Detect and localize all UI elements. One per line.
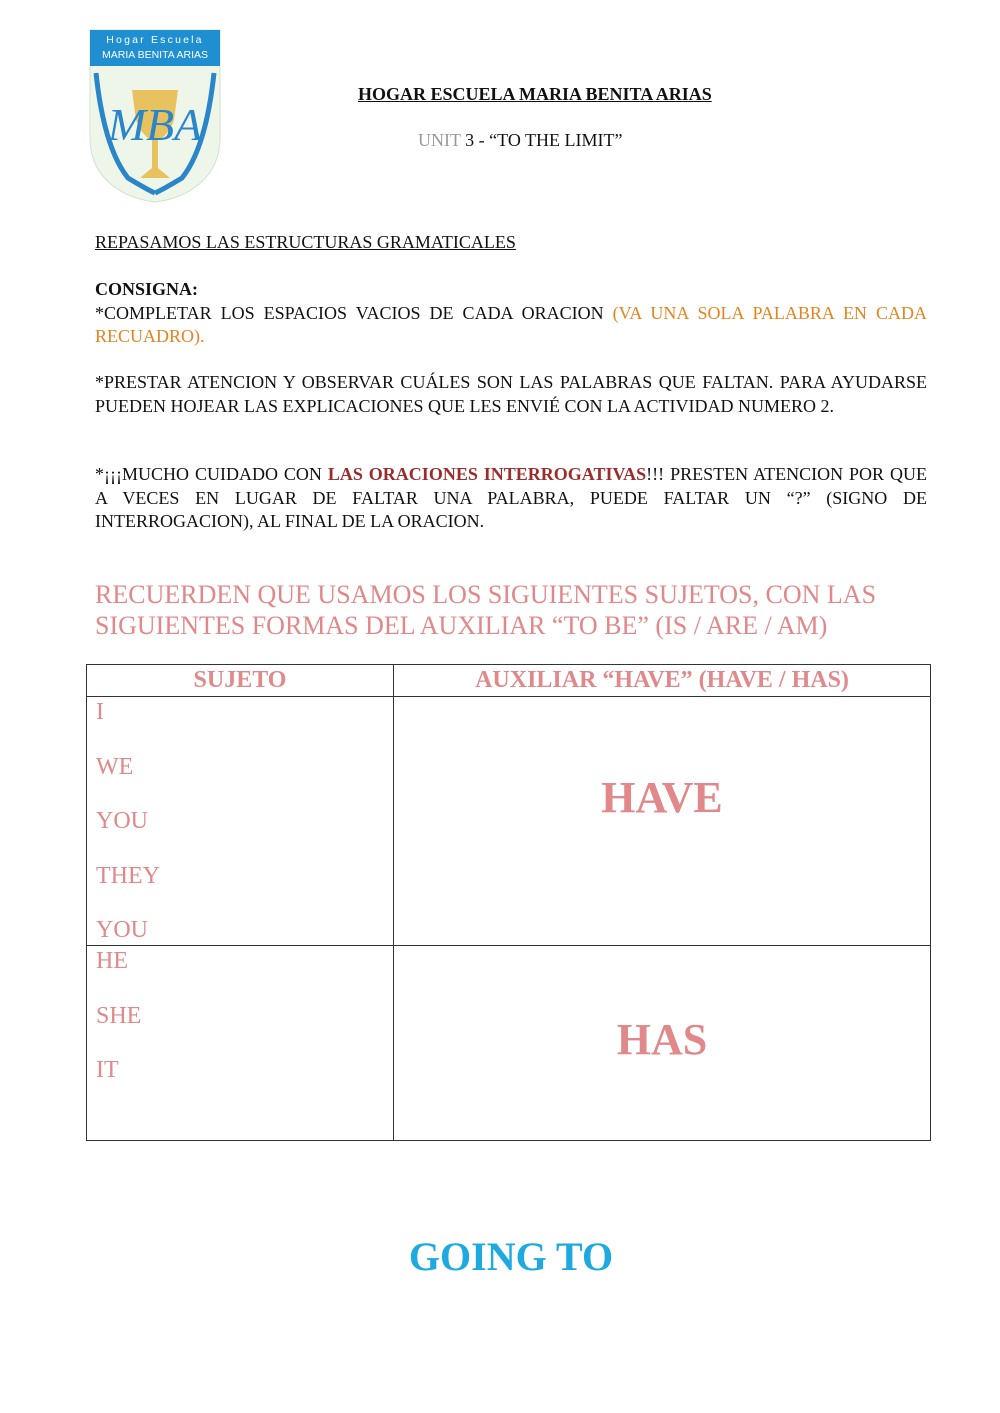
- instruction-item-3: [95, 463, 927, 534]
- unit-title: 3 - “TO THE LIMIT”: [460, 130, 623, 150]
- table-header-row: [87, 665, 931, 697]
- auxiliary-form: HAS: [616, 1014, 708, 1064]
- unit-line: [418, 130, 622, 151]
- subject-item: WE: [96, 753, 134, 780]
- subject-item: IT: [96, 1057, 119, 1083]
- instruction-item-1: [95, 302, 927, 349]
- subject-item: THEY: [96, 862, 160, 889]
- going-to-heading: GOING TO: [408, 1234, 614, 1279]
- logo-monogram: MBA: [107, 99, 203, 150]
- section-heading: REPASAMOS LAS ESTRUCTURAS GRAMATICALES: [95, 232, 516, 252]
- table-row: [87, 697, 931, 946]
- school-logo: [88, 28, 222, 204]
- reminder-text: RECUERDEN QUE USAMOS LOS SIGUIENTES SUJETOS, CON LAS SIGUIENTES FORMAS DEL AUXILIAR “TO BE” (IS / ARE / AM): [95, 580, 877, 640]
- consigna-label: CONSIGNA:: [95, 279, 199, 299]
- subject-item: SHE: [96, 1002, 142, 1029]
- school-title: HOGAR ESCUELA MARIA BENITA ARIAS: [358, 84, 712, 104]
- subject-cell: [87, 946, 394, 1141]
- instruction-item-3-suffix: !!! PRESTEN ATENCION POR QUE A VECES EN LUGAR DE FALTAR UNA PALABRA, PUEDE FALTAR UN “?” (SIGNO DE INTERROGACION), AL FINAL DE LA ORACION.: [95, 464, 927, 531]
- auxiliary-cell: [394, 697, 931, 946]
- consigna-block: [95, 278, 927, 349]
- instruction-item-3-prefix: *¡¡¡MUCHO CUIDADO CON: [95, 464, 328, 484]
- subject-item: I: [96, 699, 104, 725]
- table-header-subject: SUJETO: [87, 665, 394, 697]
- subject-item: YOU: [96, 808, 148, 834]
- auxiliary-table: [86, 664, 931, 1141]
- unit-word: UNIT: [418, 130, 461, 150]
- table-row: [87, 946, 931, 1141]
- auxiliary-form: HAVE: [601, 772, 723, 822]
- logo-line2: MARIA BENITA ARIAS: [101, 49, 209, 61]
- subject-item: HE: [96, 948, 128, 974]
- auxiliary-cell: [394, 946, 931, 1141]
- school-crest-icon: [88, 28, 222, 204]
- instruction-item-1-highlight: (VA UNA SOLA PALABRA EN CADA RECUADRO).: [95, 302, 927, 346]
- subject-item: YOU: [96, 917, 148, 943]
- instruction-item-1-text: *COMPLETAR LOS ESPACIOS VACIOS DE CADA ORACION: [95, 302, 613, 323]
- instruction-item-2: *PRESTAR ATENCION Y OBSERVAR CUÁLES SON LAS PALABRAS QUE FALTAN. PARA AYUDARSE PUEDEN HOJEAR LAS EXPLICACIONES QUE LES ENVIÉ CON LA ACTIVIDAD NUMERO 2.: [95, 372, 927, 416]
- logo-line1: Hogar Escuela: [106, 34, 204, 46]
- table-header-auxiliary: AUXILIAR “HAVE” (HAVE / HAS): [394, 665, 931, 697]
- instruction-item-3-highlight: LAS ORACIONES INTERROGATIVAS: [327, 464, 647, 484]
- subject-cell: [87, 697, 394, 946]
